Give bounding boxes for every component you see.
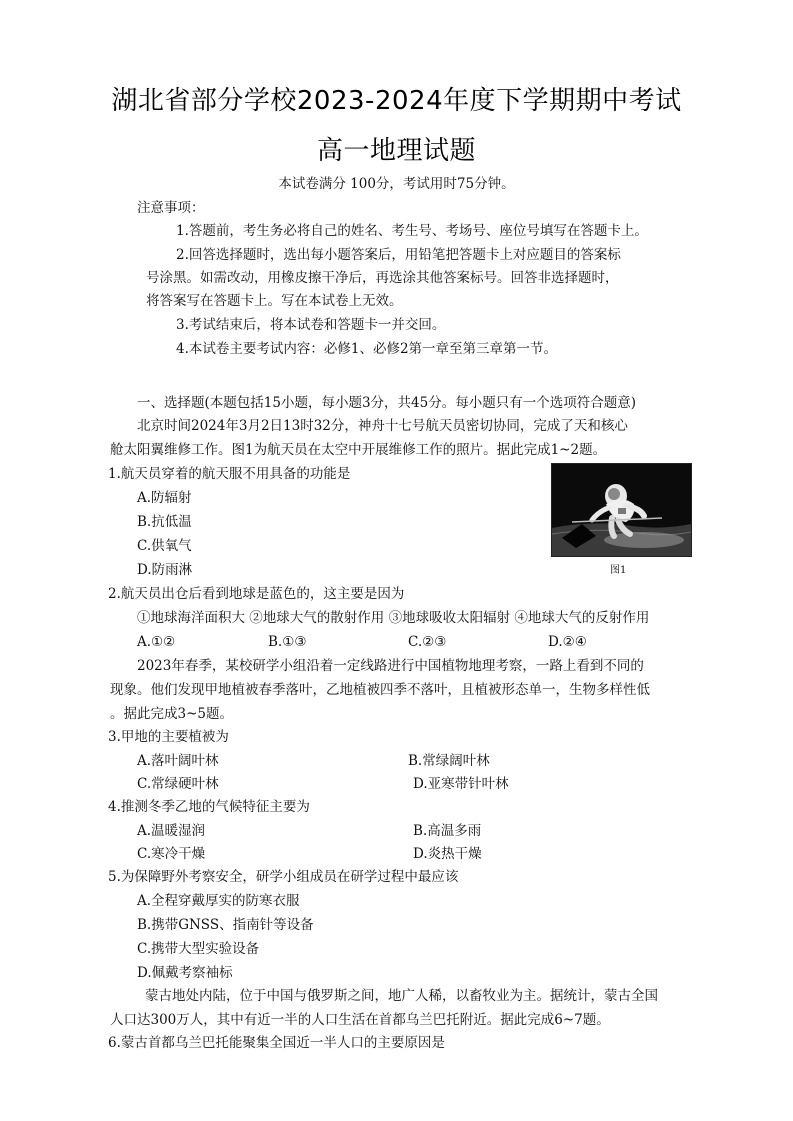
- passage-line: 北京时间2024年3月2日13时32分，神舟十七号航天员密切协同，完成了天和核心: [137, 418, 628, 434]
- astronaut-illustration: [552, 464, 691, 556]
- passage-line: 人口达300万人，其中有近一半的人口生活在首都乌兰巴托附近。据此完成6~7题。: [110, 1012, 610, 1028]
- q3-option-b[interactable]: B.常绿阔叶林: [408, 753, 490, 769]
- q5-option-b[interactable]: B.携带GNSS、指南针等设备: [137, 917, 314, 933]
- question-5-stem: 5.为保障野外考察安全，研学小组成员在研学过程中最应该: [108, 869, 459, 885]
- figure-caption: 图1: [610, 565, 627, 576]
- question-1-stem: 1.航天员穿着的航天服不用具备的功能是: [108, 466, 351, 482]
- note-item: 将答案写在答题卡上。写在本试卷上无效。: [146, 293, 403, 309]
- passage-line: 现象。他们发现甲地植被春季落叶，乙地植被四季不落叶，且植被形态单一，生物多样性低: [110, 682, 650, 698]
- passage-line: 蒙古地处内陆，位于中国与俄罗斯之间，地广人稀，以畜牧业为主。据统计，蒙古全国: [145, 988, 658, 1004]
- exam-title: 湖北省部分学校2023-2024年度下学期期中考试: [111, 86, 682, 116]
- q2-option-d[interactable]: D.②④: [548, 634, 587, 650]
- question-6-stem: 6.蒙古首都乌兰巴托能聚集全国近一半人口的主要原因是: [108, 1035, 445, 1051]
- q1-option-a[interactable]: A.防辐射: [137, 490, 192, 506]
- q3-option-a[interactable]: A.落叶阔叶林: [137, 753, 219, 769]
- q5-option-a[interactable]: A.全程穿戴厚实的防寒衣服: [137, 893, 300, 909]
- q2-choices: ①地球海洋面积大 ②地球大气的散射作用 ③地球吸收太阳辐射 ④地球大气的反射作用: [137, 610, 650, 626]
- note-item: 号涂黑。如需改动，用橡皮擦干净后，再选涂其他答案标号。回答非选择题时，: [146, 270, 619, 286]
- question-4-stem: 4.推测冬季乙地的气候特征主要为: [108, 799, 310, 815]
- passage-line: 。据此完成3~5题。: [110, 706, 233, 722]
- q5-option-c[interactable]: C.携带大型实验设备: [137, 941, 260, 957]
- q1-option-b[interactable]: B.抗低温: [137, 514, 192, 530]
- q2-option-a[interactable]: A.①②: [137, 634, 176, 650]
- q3-option-c[interactable]: C.常绿硬叶林: [137, 776, 219, 792]
- q4-option-d[interactable]: D.炎热干燥: [413, 846, 482, 862]
- exam-subtitle: 高一地理试题: [316, 136, 476, 166]
- q3-option-d[interactable]: D.亚寒带针叶林: [413, 776, 509, 792]
- q2-option-b[interactable]: B.①③: [268, 634, 307, 650]
- passage-line: 2023年春季，某校研学小组沿着一定线路进行中国植物地理考察，一路上看到不同的: [137, 658, 644, 674]
- note-item: 4.本试卷主要考试内容：必修1、必修2第一章至第三章第一节。: [176, 341, 558, 357]
- q4-option-b[interactable]: B.高温多雨: [413, 823, 482, 839]
- question-3-stem: 3.甲地的主要植被为: [108, 729, 229, 745]
- q4-option-c[interactable]: C.寒冷干燥: [137, 846, 206, 862]
- note-item: 3.考试结束后，将本试卷和答题卡一并交回。: [176, 317, 446, 333]
- q1-option-d[interactable]: D.防雨淋: [137, 562, 193, 578]
- passage-line: 舱太阳翼维修工作。图1为航天员在太空中开展维修工作的照片。据此完成1~2题。: [110, 442, 607, 458]
- note-item: 1.答题前，考生务必将自己的姓名、考生号、考场号、座位号填写在答题卡上。: [176, 223, 648, 239]
- notes-heading: 注意事项：: [137, 200, 205, 216]
- astronaut-photo: [551, 463, 692, 557]
- q4-option-a[interactable]: A.温暖湿润: [137, 823, 206, 839]
- exam-info: 本试卷满分 100分，考试用时75分钟。: [278, 176, 515, 192]
- q1-option-c[interactable]: C.供氧气: [137, 538, 192, 554]
- q5-option-d[interactable]: D.佩戴考察袖标: [137, 965, 233, 981]
- note-item: 2.回答选择题时，选出每小题答案后，用铅笔把答题卡上对应题目的答案标: [176, 247, 621, 263]
- q2-option-c[interactable]: C.②③: [408, 634, 447, 650]
- section-heading: 一、选择题(本题包括15小题，每小题3分，共45分。每小题只有一个选项符合题意): [137, 395, 636, 411]
- question-2-stem: 2.航天员出仓后看到地球是蓝色的，这主要是因为: [108, 586, 405, 602]
